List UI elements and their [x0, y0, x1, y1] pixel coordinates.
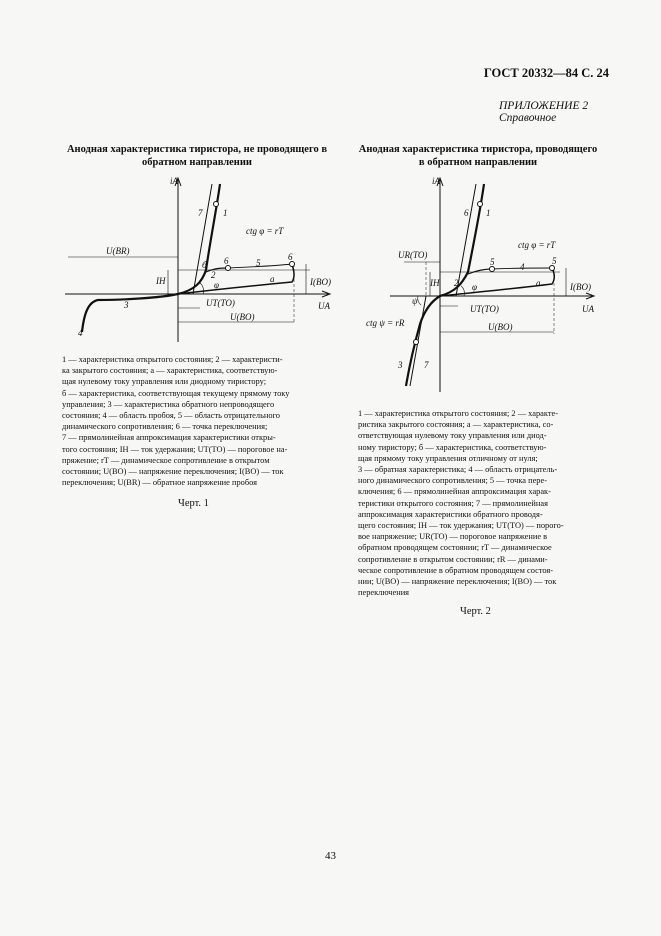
f1-caption-line: переключения; U(BR) — обратное напряжение пробоя	[62, 478, 257, 488]
f2-line-6	[456, 184, 476, 296]
f1-label-b: б	[202, 260, 207, 270]
figure2-chert: Черт. 2	[460, 606, 491, 617]
f1-label-ibo: I(BO)	[310, 277, 331, 287]
f1-caption-line: 1 — характеристика открытого состояния; 2 — характеристи-	[62, 355, 283, 364]
f2-label-iA: iA	[432, 176, 440, 186]
f1-label-ubr: U(BR)	[106, 246, 130, 256]
f1-curve-3	[82, 294, 178, 332]
f1-label-UA: UA	[318, 301, 330, 311]
f2-label-ctg-phi: ctg φ = rT	[518, 240, 556, 250]
f1-point-1	[214, 202, 219, 207]
f2-caption-line: переключения	[358, 588, 410, 598]
appendix-title: ПРИЛОЖЕНИЕ 2	[499, 100, 589, 112]
f1-label-phi: φ	[214, 280, 219, 290]
f2-label-psi: ψ	[412, 296, 418, 306]
f2-label-UA: UA	[582, 304, 594, 314]
f2-label-n4: 4	[520, 262, 525, 272]
f2-caption-line: щего состояния; IH — ток удержания; UT(TO) — порого-	[358, 521, 564, 531]
f2-caption-line: 3 — обратная характеристика; 4 — область отрицатель-	[358, 465, 558, 475]
f2-label-n7: 7	[424, 360, 429, 370]
f2-caption-line: ческое сопротивление в обратном проводящем состоя-	[358, 565, 554, 575]
appendix-type: Справочное	[499, 112, 557, 124]
figure2-title-line2: в обратном направлении	[418, 157, 538, 168]
f2-label-n5b: 5	[552, 256, 557, 266]
f2-label-ibo: I(BO)	[570, 282, 591, 292]
f2-label-n3: 3	[398, 360, 403, 370]
f1-caption-line: того состояния; IH — ток удержания; UT(TO) — пороговое на-	[62, 444, 288, 454]
standard-header: ГОСТ 20332—84 С. 24	[483, 66, 609, 80]
f2-caption-line: ключения; 6 — прямолинейная аппроксимация харак-	[358, 487, 551, 497]
f2-caption-line: вое напряжение; UR(TO) — пороговое напряжение в	[358, 532, 548, 542]
f2-label-ctg-psi: ctg ψ = rR	[366, 318, 405, 328]
f1-label-n6b: 6	[288, 252, 293, 262]
f1-caption-line: ка закрытого состояния; а — характеристика, соответствую-	[62, 366, 278, 376]
f1-label-n6a: 6	[224, 256, 229, 266]
f2-caption-line: ному тиристору; б — характеристика, соответствую-	[358, 442, 547, 452]
f2-angle-psi	[418, 296, 421, 305]
f1-point-6a	[226, 266, 231, 271]
f1-label-ctg: ctg φ = rT	[246, 226, 284, 236]
figure2-caption	[358, 408, 610, 598]
f2-label-utto: UT(TO)	[470, 304, 499, 314]
f2-caption-line: 1 — характеристика открытого состояния; 2 — характе-	[358, 409, 559, 418]
f1-caption-line: состоянии; U(BO) — напряжение переключения; I(BO) — ток	[62, 467, 284, 477]
f1-label-n4: 4	[78, 328, 83, 338]
f2-label-phi: φ	[472, 282, 477, 292]
figure1-title-line2: обратном направлении	[142, 157, 252, 168]
page-number: 43	[325, 850, 336, 862]
f1-label-ih: IH	[156, 276, 166, 286]
f2-curve-3	[406, 296, 440, 386]
f2-label-n6: 6	[464, 208, 469, 218]
f1-label-a: a	[270, 274, 275, 284]
f1-label-utto: UT(TO)	[206, 298, 235, 308]
f1-label-iA: iA	[170, 176, 178, 186]
f2-curve-b	[468, 269, 492, 274]
f1-angle-arc	[200, 283, 204, 294]
f1-label-n3: 3	[124, 300, 129, 310]
figure1-diagram	[60, 172, 345, 347]
f1-label-n5: 5	[256, 258, 261, 268]
f2-curve-1	[440, 184, 484, 296]
appendix-block	[499, 100, 609, 124]
f2-caption-line: сопротивление в открытом состоянии; rR — динами-	[358, 554, 548, 564]
f1-caption-line: пряжение; rT — динамическое сопротивление в открытом	[62, 455, 270, 465]
f2-label-ih: IH	[430, 278, 440, 288]
f2-label-n1: 1	[486, 208, 491, 218]
f2-caption-line: щая прямому току управления отличному от нуля;	[358, 453, 538, 463]
figure1-title-line1: Анодная характеристика тиристора, не проводящего в	[66, 144, 328, 155]
figure1-chert: Черт. 1	[178, 498, 209, 509]
f1-label-n7: 7	[198, 208, 203, 218]
f2-label-a: a	[536, 278, 541, 288]
f2-label-urto: UR(TO)	[398, 250, 428, 260]
f2-caption-line: обратном проводящем состоянии; rT — динамическое	[358, 543, 552, 553]
figure2-diagram	[360, 172, 610, 397]
f2-caption-line: теристики открытого состояния; 7 — прямолинейная	[358, 498, 548, 508]
f2-label-n5a: 5	[490, 257, 495, 267]
f2-caption-line: ристика закрытого состояния; а — характеристика, со-	[358, 420, 554, 430]
f1-caption-line: щая нулевому току управления или диодному тиристору;	[62, 377, 267, 387]
f1-label-n1: 1	[223, 208, 228, 218]
f1-label-ubo: U(BO)	[230, 312, 255, 322]
f1-caption-line: б — характеристика, соответствующая текущему прямому току	[62, 388, 290, 398]
f2-caption-line: ответствующая нулевому току управления или диод-	[358, 431, 547, 441]
f2-caption-line: аппроксимация характеристики обратного проводя-	[358, 509, 543, 519]
f1-caption-line: управления; 3 — характеристика обратного непроводящего	[62, 399, 275, 409]
figure2-title	[348, 143, 608, 169]
f2-caption-line: нии; U(BO) — напряжение переключения; I(BO) — ток	[358, 577, 557, 587]
f1-caption-line: состояния; 4 — область пробоя, 5 — область отрицательного	[62, 411, 280, 421]
f1-caption-line: 7 — прямолинейная аппроксимация характеристики откры-	[62, 433, 276, 443]
f2-caption-line: ного динамического сопротивления; 5 — точка пере-	[358, 476, 547, 486]
figure1-caption	[62, 354, 330, 488]
f2-label-n2: 2	[454, 278, 459, 288]
f2-point-5a	[490, 267, 495, 272]
f1-label-n2: 2	[211, 270, 216, 280]
figure2-title-line1: Анодная характеристика тиристора, проводящего	[358, 144, 598, 155]
f2-point-5b	[550, 266, 555, 271]
f2-point-1	[478, 202, 483, 207]
f1-point-6b	[290, 262, 295, 267]
f2-point-3	[414, 340, 419, 345]
f1-caption-line: динамического сопротивления; 6 — точка переключения;	[62, 422, 268, 432]
f2-label-ubo: U(BO)	[488, 322, 513, 332]
figure1-title	[62, 143, 332, 169]
